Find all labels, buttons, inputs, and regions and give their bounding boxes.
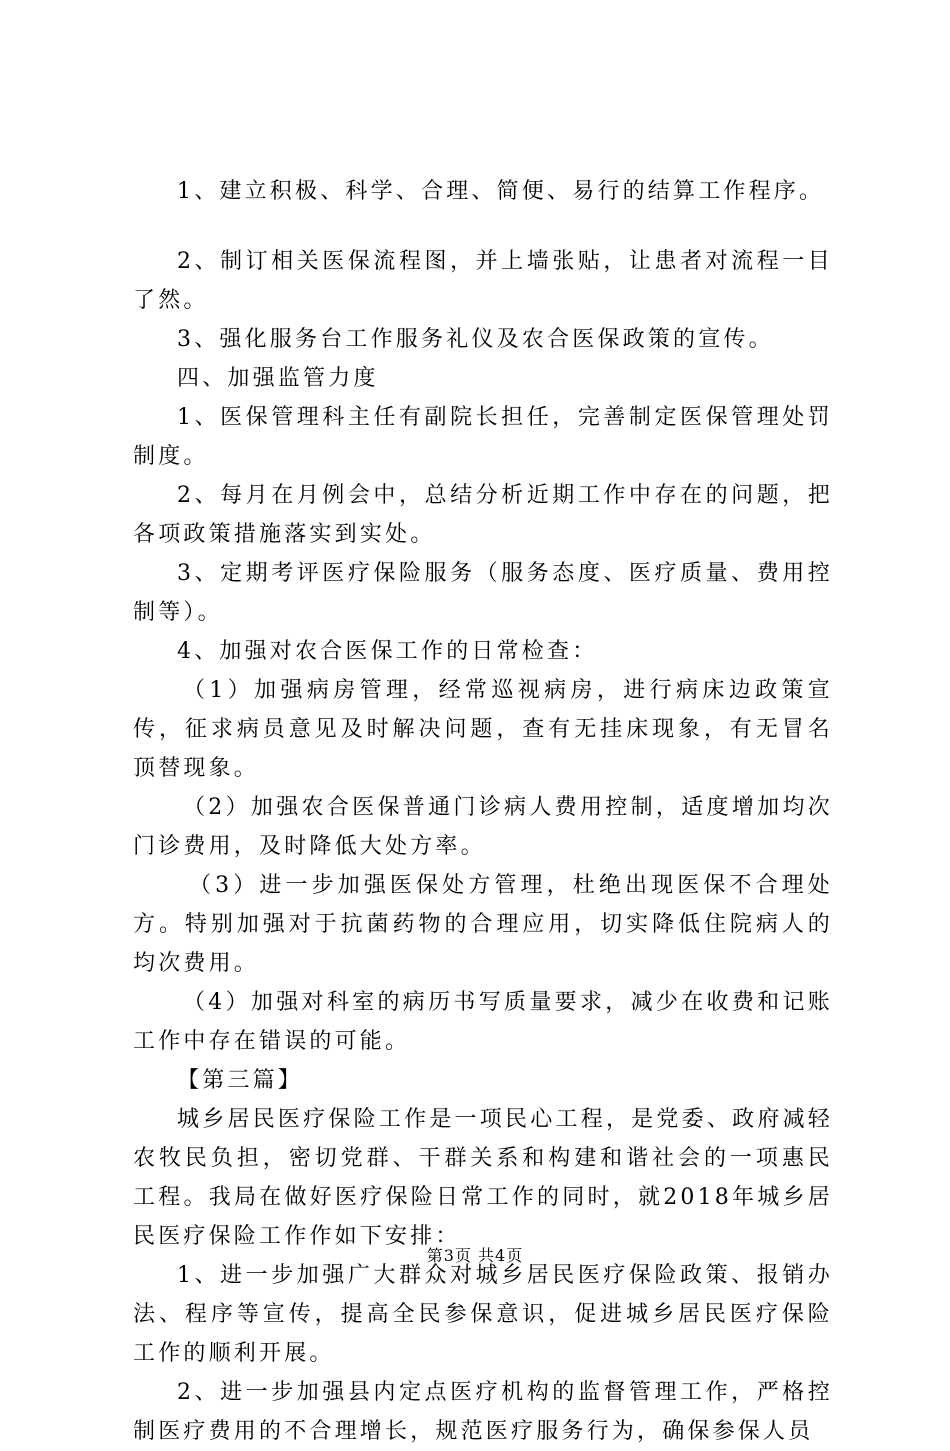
page-number-footer: 第3页 共4页 <box>426 1246 524 1265</box>
paragraph-monthly-meeting: 2、每月在月例会中，总结分析近期工作中存在的问题，把各项政策措施落实到实处。 <box>133 483 833 547</box>
paragraph-prescription: （3）进一步加强医保处方管理，杜绝出现医保不合理处方。特别加强对于抗菌药物的合理应用，切实降低住院病人的均次费用。 <box>133 873 833 976</box>
paragraph-settlement-procedure: 1、建立积极、科学、合理、简便、易行的结算工作程序。 <box>177 179 825 204</box>
paragraph-medical-records: （4）加强对科室的病历书写质量要求，减少在收费和记账工作中存在错误的可能。 <box>133 990 833 1054</box>
paragraph-ward-management: （1）加强病房管理，经常巡视病房，进行病床边政策宣传，征求病员意见及时解决问题，查有无挂床现象，有无冒名顶替现象。 <box>133 678 833 781</box>
paragraph-supervision-institutions: 2、进一步加强县内定点医疗机构的监督管理工作，严格控制医疗费用的不合理增长，规范医疗服务行为，确保参保人员 <box>133 1380 833 1444</box>
section-heading-supervision: 四、加强监管力度 <box>177 366 379 391</box>
paragraph-daily-inspection: 4、加强对农合医保工作的日常检查： <box>177 639 598 664</box>
paragraph-director: 1、医保管理科主任有副院长担任，完善制定医保管理处罚制度。 <box>133 405 833 469</box>
paragraph-evaluation: 3、定期考评医疗保险服务（服务态度、医疗质量、费用控制等）。 <box>133 561 833 625</box>
paragraph-outpatient-cost: （2）加强农合医保普通门诊病人费用控制，适度增加均次门诊费用，及时降低大处方率。 <box>133 795 833 859</box>
paragraph-flowchart: 2、制订相关医保流程图，并上墙张贴，让患者对流程一目了然。 <box>133 249 833 313</box>
paragraph-publicity: 1、进一步加强广大群众对城乡居民医疗保险政策、报销办法、程序等宣传，提高全民参保意识，促进城乡居民医疗保险工作的顺利开展。 <box>133 1263 833 1366</box>
paragraph-service-desk: 3、强化服务台工作服务礼仪及农合医保政策的宣传。 <box>177 327 774 352</box>
paragraph-intro-insurance: 城乡居民医疗保险工作是一项民心工程，是党委、政府减轻农牧民负担，密切党群、干群关系和构建和谐社会的一项惠民工程。我局在做好医疗保险日常工作的同时，就2018年城乡居民医疗保险工作作如下安排： <box>133 1107 833 1249</box>
section-heading-part-three: 【第三篇】 <box>177 1068 304 1093</box>
